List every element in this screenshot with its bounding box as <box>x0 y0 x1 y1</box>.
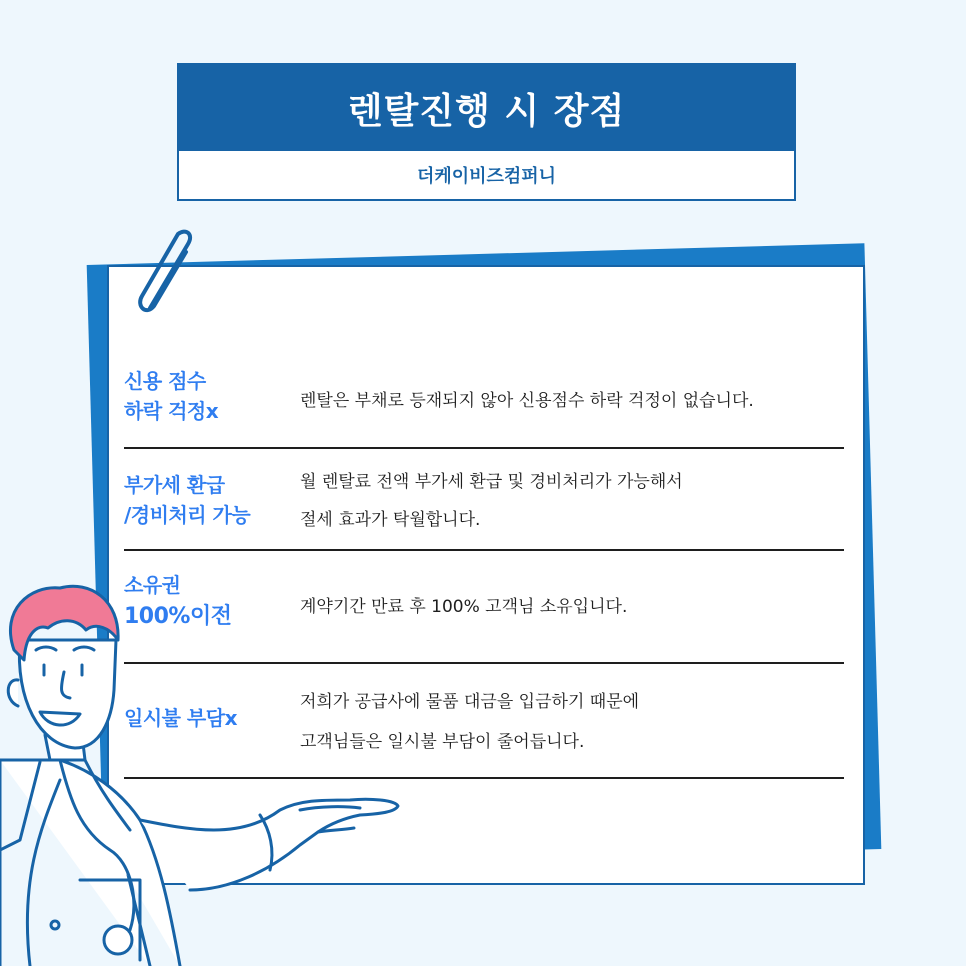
benefit-label-line2: /경비처리 가능 <box>124 503 251 527</box>
benefit-description: 계약기간 만료 후 100% 고객님 소유입니다. <box>300 597 628 617</box>
benefit-description: 렌탈은 부채로 등재되지 않아 신용점수 하락 걱정이 없습니다. <box>300 391 754 411</box>
company-name: 더케이비즈컴퍼니 <box>416 166 557 187</box>
page-title: 렌탈진행 시 장점 <box>179 65 794 151</box>
row-divider <box>124 447 844 449</box>
header-banner <box>177 63 796 201</box>
benefit-description-line2: 고객님들은 일시불 부담이 줄어듭니다. <box>300 732 585 752</box>
benefit-description-line1: 저희가 공급사에 물품 대금을 입금하기 때문에 <box>300 692 640 712</box>
benefit-row-vat <box>124 470 844 540</box>
benefit-label-line2: 하락 걱정x <box>124 399 219 423</box>
benefit-row-credit <box>124 366 844 436</box>
row-divider <box>124 549 844 551</box>
paperclip-icon <box>128 226 210 322</box>
benefit-label-line1: 신용 점수 <box>124 369 206 393</box>
benefit-description-line1: 월 렌탈료 전액 부가세 환급 및 경비처리가 가능해서 <box>300 472 683 492</box>
benefit-label: 일시불 부담x <box>124 706 237 730</box>
benefit-description-line2: 절세 효과가 탁월합니다. <box>300 510 481 530</box>
benefit-label-line2: 100%이전 <box>124 604 232 629</box>
benefit-label-line1: 소유권 <box>124 573 181 597</box>
benefit-label-line1: 부가세 환급 <box>124 473 225 497</box>
doctor-illustration <box>0 560 420 966</box>
